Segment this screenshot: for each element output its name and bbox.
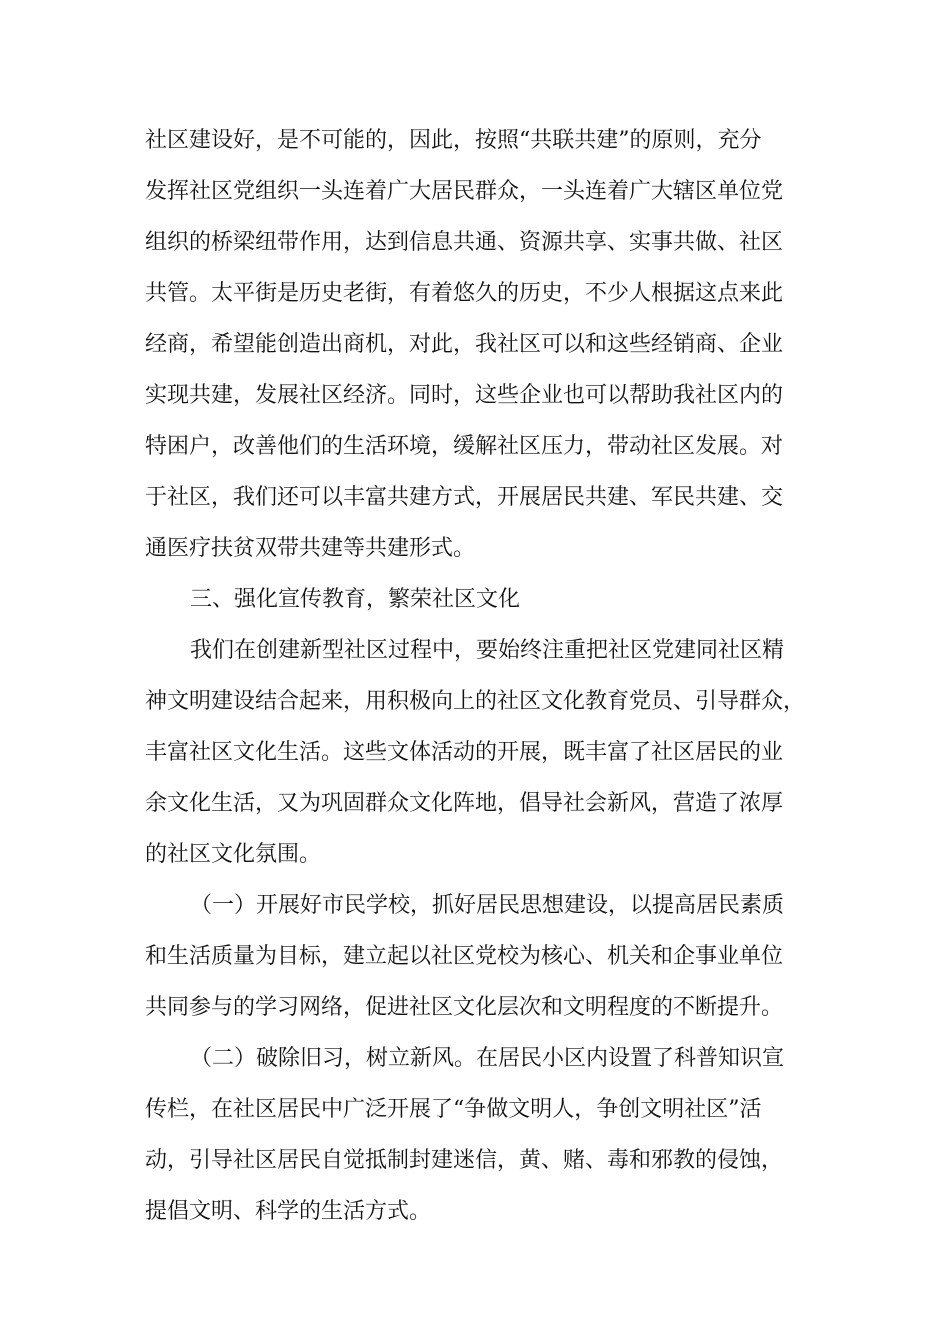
text-line: 发挥社区党组织一头连着广大居民群众，一头连着广大辖区单位党 bbox=[145, 179, 784, 204]
text-line: 社区建设好，是不可能的，因此，按照“共联共建”的原则，充分 bbox=[145, 128, 762, 153]
text-line: 的社区文化氛围。 bbox=[145, 842, 322, 867]
text-line: 共管。太平街是历史老街，有着悠久的历史，不少人根据这点来此 bbox=[145, 281, 784, 306]
text-line: 我们在创建新型社区过程中，要始终注重把社区党建同社区精 bbox=[190, 638, 785, 663]
text-line: 实现共建，发展社区经济。同时，这些企业也可以帮助我社区内的 bbox=[145, 383, 784, 408]
text-line: 传栏，在社区居民中广泛开展了“争做文明人，争创文明社区”活 bbox=[145, 1097, 762, 1122]
text-line: 通医疗扶贫双带共建等共建形式。 bbox=[145, 536, 476, 561]
text-line: 丰富社区文化生活。这些文体活动的开展，既丰富了社区居民的业 bbox=[145, 740, 784, 765]
text-line: 共同参与的学习网络，促进社区文化层次和文明程度的不断提升。 bbox=[145, 995, 784, 1020]
text-line: 经商，希望能创造出商机，对此，我社区可以和这些经销商、企业 bbox=[145, 332, 784, 357]
text-line: 余文化生活，又为巩固群众文化阵地，倡导社会新风，营造了浓厚 bbox=[145, 791, 784, 816]
text-line: 和生活质量为目标，建立起以社区党校为核心、机关和企事业单位 bbox=[145, 944, 784, 969]
text-line: （一）开展好市民学校，抓好居民思想建设，以提高居民素质 bbox=[190, 893, 785, 918]
text-line: （二）破除旧习，树立新风。在居民小区内设置了科普知识宣 bbox=[190, 1046, 785, 1071]
text-line: 于社区，我们还可以丰富共建方式，开展居民共建、军民共建、交 bbox=[145, 485, 784, 510]
text-line: 提倡文明、科学的生活方式。 bbox=[145, 1199, 432, 1224]
text-line: 特困户，改善他们的生活环境，缓解社区压力，带动社区发展。对 bbox=[145, 434, 784, 459]
text-line: 组织的桥梁纽带作用，达到信息共通、资源共享、实事共做、社区 bbox=[145, 230, 784, 255]
section-heading: 三、强化宣传教育，繁荣社区文化 bbox=[190, 587, 521, 612]
text-line: 动，引导社区居民自觉抵制封建迷信，黄、赌、毒和邪教的侵蚀， bbox=[145, 1148, 784, 1173]
text-line: 神文明建设结合起来，用积极向上的社区文化教育党员、引导群众， bbox=[145, 689, 806, 714]
